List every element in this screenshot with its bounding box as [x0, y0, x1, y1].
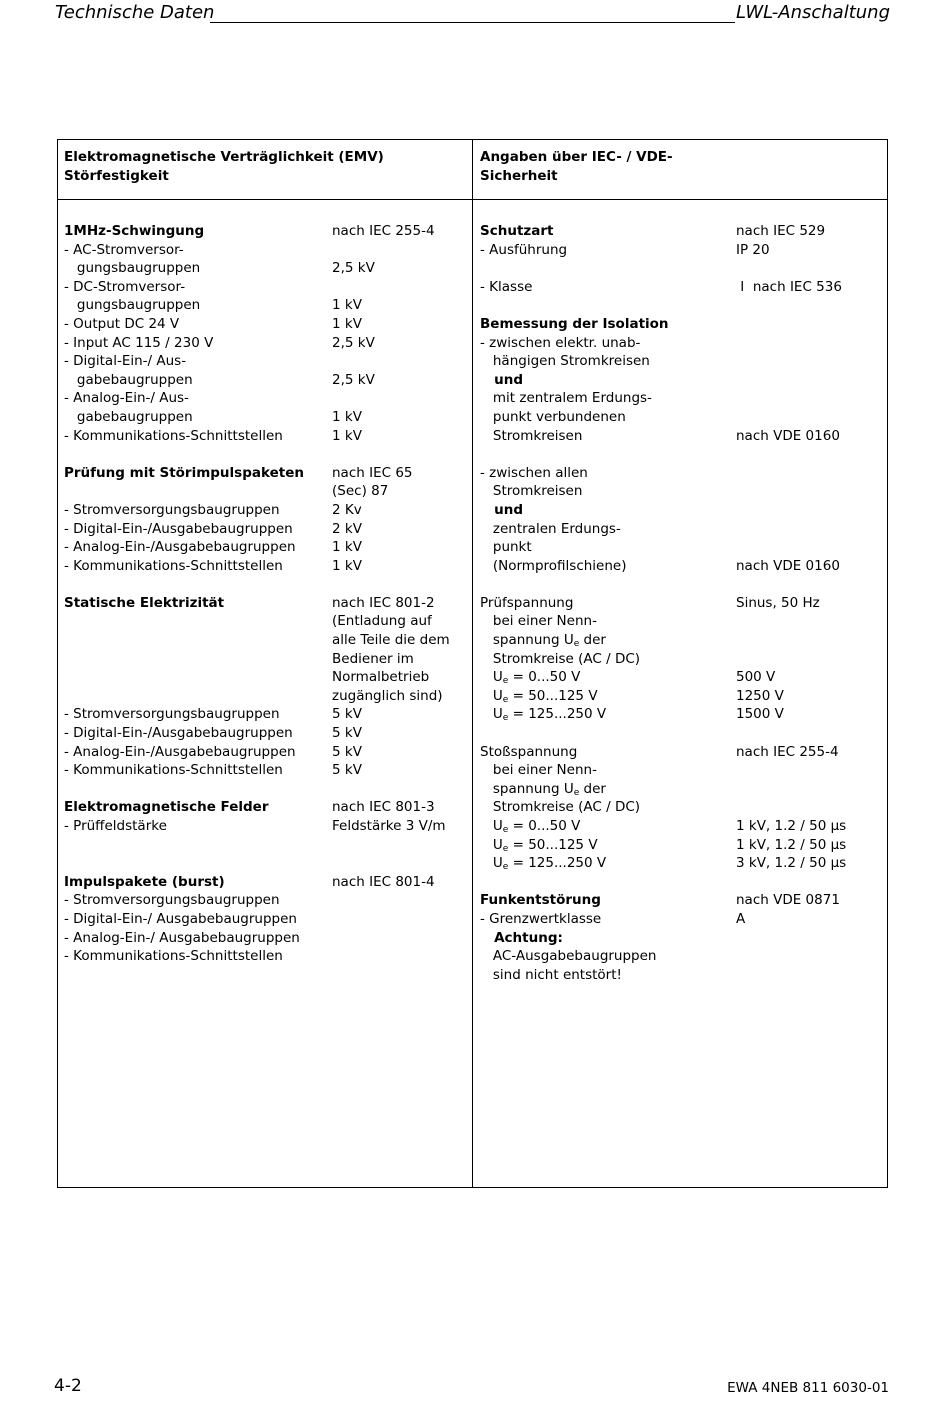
- spec-label-text: - Klasse: [480, 278, 533, 295]
- column-divider: [472, 140, 473, 1187]
- spec-label: [64, 352, 186, 371]
- subscript: e: [502, 694, 509, 705]
- spec-label-text: sind nicht entstört!: [480, 966, 622, 983]
- spec-label: [64, 705, 280, 724]
- spec-label: [480, 334, 640, 353]
- spec-row: [480, 910, 880, 929]
- spec-label-text: - Kommunikations-Schnittstellen: [64, 948, 283, 965]
- spec-row: [64, 371, 464, 390]
- spec-value: 2,5 kV: [332, 334, 375, 351]
- spec-row: [64, 873, 464, 892]
- spec-row: [64, 705, 464, 724]
- spec-row: [64, 594, 464, 613]
- spec-row: [480, 743, 880, 762]
- spec-label: [64, 929, 300, 948]
- spec-row: [480, 371, 880, 390]
- spec-value: 5 kV: [332, 706, 362, 723]
- spec-label: [480, 836, 598, 855]
- spec-row: [480, 836, 880, 855]
- spec-label-text: gabebaugruppen: [64, 371, 193, 388]
- spec-row: [480, 854, 880, 873]
- spec-row: [480, 334, 880, 353]
- spec-label-text: 1MHz-Schwingung: [64, 223, 205, 239]
- spec-value: Normalbetrieb: [332, 669, 430, 686]
- spec-row: [64, 743, 464, 762]
- spec-label: [480, 668, 580, 687]
- emv-spec-list: [64, 222, 464, 966]
- spec-label: [480, 315, 669, 334]
- spec-value: (Sec) 87: [332, 483, 389, 500]
- spec-label-text: - Kommunikations-Schnittstellen: [64, 557, 283, 574]
- spec-label-text: - Digital-Ein-/Ausgabebaugruppen: [64, 725, 293, 742]
- spec-label-suffix: = 50...125 V: [508, 687, 598, 704]
- spec-label-text: Impulspakete (burst): [64, 873, 225, 890]
- spec-row: [64, 650, 464, 669]
- spec-label: [480, 780, 606, 799]
- spec-label: [64, 798, 269, 817]
- spec-label-text: U: [480, 855, 503, 872]
- spec-value: 1 kV: [332, 408, 362, 425]
- spec-label-text: - Analog-Ein-/ Ausgabebaugruppen: [64, 929, 300, 946]
- spec-value: 5 kV: [332, 762, 362, 779]
- spec-label-text: gungsbaugruppen: [64, 297, 201, 314]
- spec-table: [57, 139, 888, 1188]
- spec-value: nach IEC 801-3: [332, 799, 435, 816]
- spec-label: [480, 798, 640, 817]
- spec-label: [480, 910, 601, 929]
- spec-label-text: - Analog-Ein-/Ausgabebaugruppen: [64, 539, 296, 556]
- spec-row: [64, 538, 464, 557]
- spec-row: [64, 910, 464, 929]
- spec-label: [480, 650, 640, 669]
- spec-row: [64, 687, 464, 706]
- spec-row: [64, 334, 464, 353]
- spec-value: (Entladung auf: [332, 613, 432, 630]
- spec-row: [480, 557, 880, 576]
- spec-row: [64, 482, 464, 501]
- spec-row: [480, 315, 880, 334]
- left-column-heading: [64, 148, 464, 185]
- subscript: e: [502, 862, 509, 873]
- spec-label: [480, 557, 627, 576]
- spec-value: 1 kV, 1.2 / 50 µs: [736, 818, 847, 834]
- spec-label-text: U: [480, 706, 503, 723]
- spacer: [480, 873, 880, 892]
- spec-label: [480, 705, 606, 724]
- spec-label: [64, 278, 185, 297]
- spec-label-suffix: = 50...125 V: [508, 836, 598, 853]
- spec-label: [480, 612, 597, 631]
- spacer: [480, 296, 880, 315]
- spec-value: 1500 V: [736, 706, 784, 723]
- left-heading-line: Elektromagnetische Verträglichkeit (EMV): [64, 149, 384, 165]
- spec-label-text: Elektromagnetische Felder: [64, 799, 269, 816]
- spec-label: [480, 854, 606, 873]
- spec-row: [64, 929, 464, 948]
- spec-value: I nach IEC 536: [736, 278, 842, 295]
- spec-label-text: - Digital-Ein-/Ausgabebaugruppen: [64, 520, 293, 537]
- spacer: [64, 836, 464, 855]
- spec-value: 500 V: [736, 669, 776, 686]
- spec-row: [64, 891, 464, 910]
- right-heading-line: Sicherheit: [480, 167, 558, 184]
- spec-row: [480, 966, 880, 985]
- spec-label: [64, 259, 200, 278]
- spec-row: [480, 668, 880, 687]
- subscript: e: [502, 676, 509, 687]
- spec-label-text: - Digital-Ein-/ Ausgabebaugruppen: [64, 910, 297, 927]
- spec-row: [64, 259, 464, 278]
- spec-value: 5 kV: [332, 725, 362, 742]
- spec-row: [64, 352, 464, 371]
- spec-row: [480, 241, 880, 260]
- spec-label-suffix: = 0...50 V: [508, 669, 581, 686]
- spec-label-text: - Analog-Ein-/Ausgabebaugruppen: [64, 743, 296, 760]
- spec-value: 1 kV: [332, 297, 362, 314]
- spec-row: [64, 296, 464, 315]
- spec-label-text: punkt: [480, 539, 532, 556]
- spec-row: [64, 315, 464, 334]
- spec-row: [480, 929, 880, 948]
- spec-value: 5 kV: [332, 743, 362, 760]
- spec-row: [480, 631, 880, 650]
- spec-value: 3 kV, 1.2 / 50 µs: [736, 855, 847, 872]
- spec-row: [480, 761, 880, 780]
- spec-label: [64, 724, 293, 743]
- spec-row: [64, 612, 464, 631]
- spec-label: [64, 520, 293, 539]
- subscript: e: [573, 639, 580, 650]
- spec-row: [64, 817, 464, 836]
- spacer: [480, 575, 880, 594]
- spec-label-text: - Kommunikations-Schnittstellen: [64, 762, 283, 779]
- spec-label-text: bei einer Nenn-: [480, 613, 597, 630]
- page-number: 4-2: [54, 1376, 82, 1396]
- spec-row: [64, 668, 464, 687]
- spec-label: [64, 910, 297, 929]
- spec-value: nach IEC 65: [332, 464, 413, 481]
- spec-label: [480, 501, 523, 520]
- spec-label: [64, 315, 179, 334]
- spec-label: [64, 501, 280, 520]
- spec-label: [480, 761, 597, 780]
- spec-row: [480, 780, 880, 799]
- spec-label-text: U: [480, 687, 503, 704]
- spec-row: [64, 389, 464, 408]
- spec-label: [480, 817, 580, 836]
- spec-value: Bediener im: [332, 650, 414, 667]
- spec-row: [480, 798, 880, 817]
- spec-label-text: mit zentralem Erdungs-: [480, 390, 652, 407]
- subscript: e: [502, 825, 509, 835]
- subscript: e: [502, 713, 509, 724]
- spec-label-text: gabebaugruppen: [64, 408, 193, 425]
- spec-label-text: U: [480, 818, 503, 834]
- spec-value: alle Teile die dem: [332, 632, 450, 649]
- spec-label-text: Schutzart: [480, 223, 554, 239]
- spacer: [64, 575, 464, 594]
- spec-value: nach IEC 801-2: [332, 594, 435, 611]
- spec-row: [480, 222, 880, 241]
- spacer: [64, 780, 464, 799]
- spec-label: [64, 241, 184, 260]
- spec-row: [64, 501, 464, 520]
- spec-value: Sinus, 50 Hz: [736, 594, 820, 611]
- spec-value: nach IEC 255-4: [332, 223, 435, 239]
- spec-label: [64, 371, 193, 390]
- spec-label-text: - zwischen elektr. unab-: [480, 334, 641, 351]
- spec-label-suffix: der: [579, 780, 606, 797]
- spec-row: [480, 538, 880, 557]
- spec-row: [480, 427, 880, 446]
- subscript: e: [502, 843, 509, 854]
- spec-row: [64, 464, 464, 483]
- spec-label-text: U: [480, 836, 503, 853]
- spec-label-text: - Output DC 24 V: [64, 315, 180, 332]
- header-rule: [210, 22, 735, 23]
- spec-label-text: Stoßspannung: [480, 743, 578, 760]
- spec-label: [64, 222, 204, 241]
- spec-label-text: Statische Elektrizität: [64, 594, 225, 611]
- spec-label-text: Bemessung der Isolation: [480, 315, 669, 332]
- spec-label-text: Prüfung mit Störimpulspaketen: [64, 464, 304, 481]
- spec-label-text: - Kommunikations-Schnittstellen: [64, 427, 283, 444]
- spec-row: [480, 352, 880, 371]
- spec-value: 1250 V: [736, 687, 784, 704]
- spec-value: nach VDE 0871: [736, 892, 840, 909]
- spec-label-text: - Stromversorgungsbaugruppen: [64, 501, 280, 518]
- spec-value: A: [736, 910, 746, 927]
- spec-row: [480, 594, 880, 613]
- spec-value: nach IEC 529: [736, 223, 826, 239]
- spec-label: [64, 947, 283, 966]
- spec-label-text: bei einer Nenn-: [480, 762, 597, 779]
- spec-label-text: - Prüffeldstärke: [64, 818, 167, 834]
- spec-value: 2,5 kV: [332, 371, 375, 388]
- spec-row: [480, 650, 880, 669]
- spec-label-text: - Digital-Ein-/ Aus-: [64, 353, 187, 370]
- spec-label: [480, 371, 523, 390]
- spacer: [64, 445, 464, 464]
- spec-label: [480, 743, 577, 762]
- spec-value: IP 20: [736, 241, 770, 258]
- spec-label-text: Stromkreisen: [480, 427, 583, 444]
- spec-label: [480, 278, 532, 297]
- spec-label-text: Stromkreise (AC / DC): [480, 799, 641, 816]
- spec-row: [480, 891, 880, 910]
- spec-row: [480, 464, 880, 483]
- spec-row: [480, 278, 880, 297]
- spec-label: [64, 296, 200, 315]
- spec-label: [64, 538, 296, 557]
- spec-label: [480, 408, 626, 427]
- spec-label-text: Stromkreise (AC / DC): [480, 650, 641, 667]
- spec-row: [480, 705, 880, 724]
- spec-value: nach VDE 0160: [736, 427, 840, 444]
- spec-label: [480, 929, 563, 948]
- spec-label: [480, 520, 621, 539]
- spec-value: Feldstärke 3 V/m: [332, 818, 446, 834]
- spec-label: [64, 891, 280, 910]
- spec-label-text: spannung U: [480, 632, 574, 649]
- spec-label-text: Stromkreisen: [480, 483, 583, 500]
- spec-label-text: Achtung:: [480, 929, 563, 946]
- spec-label: [480, 966, 622, 985]
- spec-label: [480, 687, 598, 706]
- spec-label: [64, 408, 193, 427]
- spec-label: [480, 482, 582, 501]
- spec-label: [64, 594, 224, 613]
- spec-row: [480, 520, 880, 539]
- spec-value: 2,5 kV: [332, 260, 375, 277]
- spec-label-text: punkt verbundenen: [480, 408, 626, 425]
- spacer: [64, 854, 464, 873]
- spec-label-text: - AC-Stromversor-: [64, 241, 184, 258]
- spec-label: [480, 241, 567, 260]
- spec-row: [64, 947, 464, 966]
- spec-label-text: - Grenzwertklasse: [480, 910, 602, 927]
- header-left-title: Technische Daten: [55, 2, 215, 23]
- spec-label-text: - Analog-Ein-/ Aus-: [64, 390, 189, 407]
- spec-label: [480, 891, 601, 910]
- spec-label-text: und: [480, 501, 523, 518]
- spec-label: [64, 873, 225, 892]
- spec-row: [480, 408, 880, 427]
- subscript: e: [573, 787, 580, 798]
- spec-row: [480, 817, 880, 836]
- spec-row: [64, 222, 464, 241]
- spec-label: [480, 631, 606, 650]
- spec-label-suffix: = 125...250 V: [508, 855, 607, 872]
- spec-value: 1 kV: [332, 539, 362, 556]
- spec-value: 1 kV: [332, 427, 362, 444]
- spec-value: 1 kV, 1.2 / 50 µs: [736, 836, 847, 853]
- spec-label: [64, 427, 283, 446]
- spec-value: 2 Kv: [332, 501, 362, 518]
- spec-label-text: spannung U: [480, 780, 574, 797]
- heading-divider: [58, 199, 887, 200]
- spec-value: nach IEC 801-4: [332, 873, 435, 890]
- spec-row: [480, 501, 880, 520]
- spec-label: [64, 334, 213, 353]
- spec-label: [64, 761, 283, 780]
- spec-row: [64, 557, 464, 576]
- safety-spec-list: [480, 222, 880, 984]
- spec-row: [64, 408, 464, 427]
- spec-label-suffix: der: [579, 632, 606, 649]
- spec-label-text: AC-Ausgabebaugruppen: [480, 948, 657, 965]
- spec-value: 1 kV: [332, 557, 362, 574]
- spec-label: [480, 538, 532, 557]
- right-column-heading: [480, 148, 880, 185]
- spec-label-text: zentralen Erdungs-: [480, 520, 621, 537]
- spacer: [480, 259, 880, 278]
- spec-row: [480, 482, 880, 501]
- spec-row: [64, 427, 464, 446]
- spec-value: nach VDE 0160: [736, 557, 840, 574]
- spec-value: 2 kV: [332, 520, 362, 537]
- spec-value: 1 kV: [332, 315, 362, 332]
- spec-label: [480, 352, 650, 371]
- spec-label-text: - DC-Stromversor-: [64, 278, 186, 295]
- spec-label-suffix: = 0...50 V: [508, 818, 581, 834]
- spec-label: [64, 389, 189, 408]
- spec-label-text: gungsbaugruppen: [64, 260, 201, 277]
- spec-row: [480, 947, 880, 966]
- left-heading-line: Störfestigkeit: [64, 167, 169, 184]
- spec-label-text: U: [480, 669, 503, 686]
- spec-label: [64, 464, 304, 483]
- spec-label: [480, 464, 588, 483]
- spec-row: [64, 798, 464, 817]
- spacer: [480, 445, 880, 464]
- spec-label: [480, 389, 652, 408]
- spec-label-text: Funkentstörung: [480, 892, 601, 909]
- spec-row: [480, 389, 880, 408]
- spec-label-text: hängigen Stromkreisen: [480, 353, 650, 370]
- spec-label: [480, 947, 657, 966]
- spec-label-text: (Normprofilschiene): [480, 557, 627, 574]
- spec-row: [64, 278, 464, 297]
- spec-label: [64, 557, 283, 576]
- spec-value: zugänglich sind): [332, 687, 443, 704]
- spec-row: [64, 631, 464, 650]
- spec-label: [64, 743, 296, 762]
- header-right-title: LWL-Anschaltung: [736, 2, 890, 23]
- spec-row: [64, 761, 464, 780]
- spacer: [480, 724, 880, 743]
- spec-label: [480, 222, 553, 241]
- spec-row: [480, 687, 880, 706]
- spec-label-text: - Stromversorgungsbaugruppen: [64, 892, 280, 909]
- document-id: EWA 4NEB 811 6030-01: [727, 1380, 889, 1396]
- spec-value: nach IEC 255-4: [736, 743, 839, 760]
- spec-label-text: - Stromversorgungsbaugruppen: [64, 706, 280, 723]
- spec-label: [480, 427, 582, 446]
- spec-row: [64, 520, 464, 539]
- spec-label: [480, 594, 573, 613]
- spec-label-suffix: = 125...250 V: [508, 706, 607, 723]
- spec-label-text: - Ausführung: [480, 241, 568, 258]
- spec-label: [64, 817, 167, 836]
- spec-row: [64, 724, 464, 743]
- right-heading-line: Angaben über IEC- / VDE-: [480, 149, 673, 165]
- spec-label-text: - Input AC 115 / 230 V: [64, 334, 214, 351]
- spec-label-text: und: [480, 371, 523, 388]
- spec-label-text: - zwischen allen: [480, 464, 588, 481]
- spec-row: [480, 612, 880, 631]
- spec-label-text: Prüfspannung: [480, 594, 574, 611]
- spec-row: [64, 241, 464, 260]
